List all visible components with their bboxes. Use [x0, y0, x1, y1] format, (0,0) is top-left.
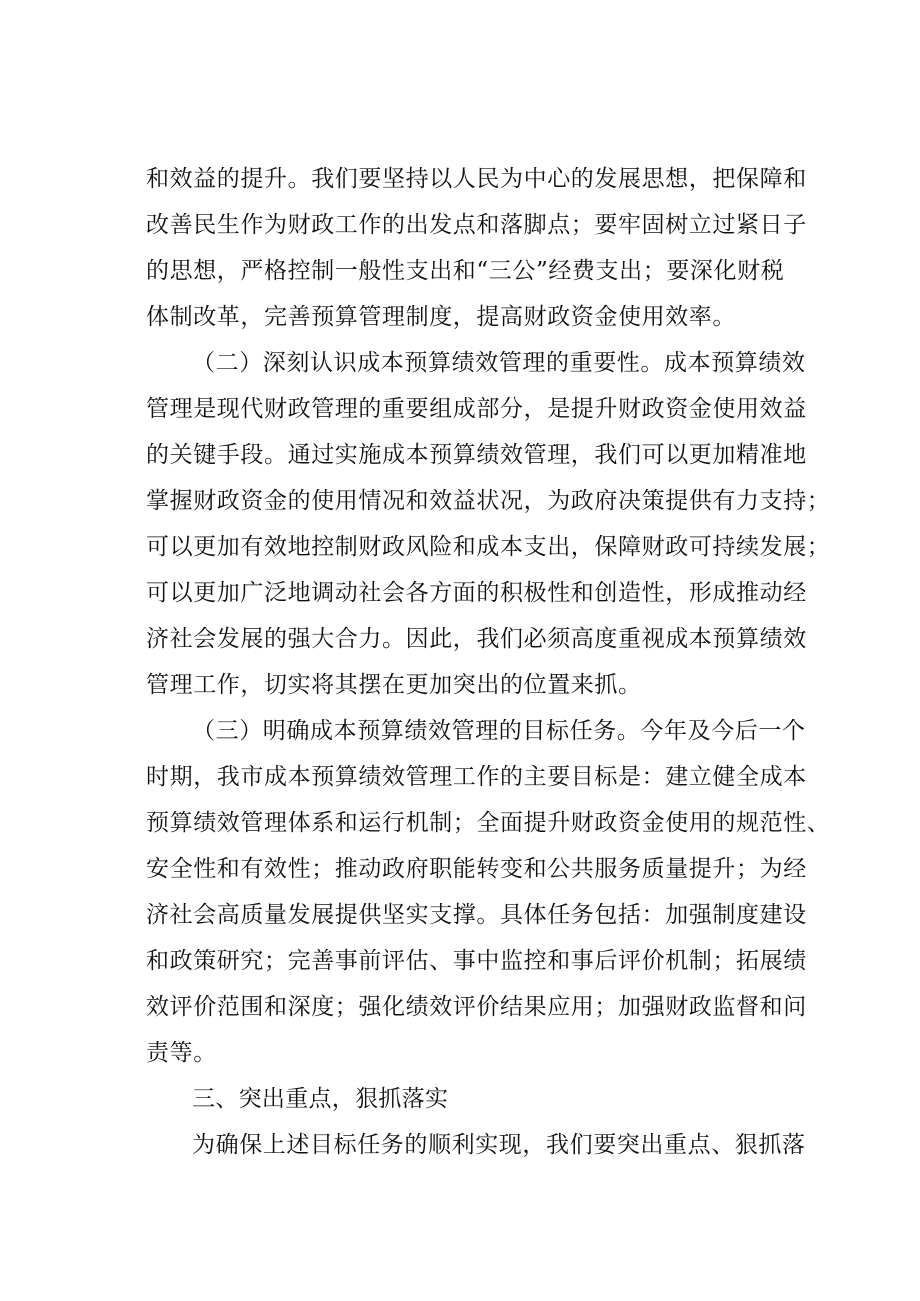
paragraph-1-line-4: 体制改革，完善预算管理制度，提高财政资金使用效率。 — [146, 304, 736, 330]
paragraph-2-line-1: （二）深刻认识成本预算绩效管理的重要性。成本预算绩效 — [192, 350, 806, 376]
paragraph-3-line-5: 济社会高质量发展提供坚实支撑。具体任务包括：加强制度建设 — [146, 902, 807, 928]
paragraph-1-line-1: 和效益的提升。我们要坚持以人民为中心的发展思想，把保障和 — [146, 166, 807, 192]
paragraph-1-line-2: 改善民生作为财政工作的出发点和落脚点；要牢固树立过紧日子 — [146, 212, 807, 238]
paragraph-2-line-2: 管理是现代财政管理的重要组成部分，是提升财政资金使用效益 — [146, 396, 807, 422]
paragraph-3-line-6: 和政策研究；完善事前评估、事中监控和事后评价机制；拓展绩 — [146, 948, 807, 974]
paragraph-2-line-3: 的关键手段。通过实施成本预算绩效管理，我们可以更加精准地 — [146, 442, 807, 468]
paragraph-2-line-7: 济社会发展的强大合力。因此，我们必须高度重视成本预算绩效 — [146, 626, 807, 652]
paragraph-3-line-7: 效评价范围和深度；强化绩效评价结果应用；加强财政监督和问 — [146, 994, 807, 1020]
section-heading: 三、突出重点，狠抓落实 — [192, 1086, 449, 1112]
paragraph-3-line-3: 预算绩效管理体系和运行机制；全面提升财政资金使用的规范性、 — [146, 810, 831, 836]
paragraph-3-line-4: 安全性和有效性；推动政府职能转变和公共服务质量提升；为经 — [146, 856, 807, 882]
paragraph-3-line-1: （三）明确成本预算绩效管理的目标任务。今年及今后一个 — [192, 718, 806, 744]
paragraph-1-line-3: 的思想，严格控制一般性支出和“三公”经费支出；要深化财税 — [146, 258, 785, 284]
paragraph-2-line-5: 可以更加有效地控制财政风险和成本支出，保障财政可持续发展； — [146, 534, 831, 560]
paragraph-4-line-1: 为确保上述目标任务的顺利实现，我们要突出重点、狠抓落 — [192, 1132, 806, 1158]
paragraph-3-line-8: 责等。 — [146, 1040, 217, 1066]
paragraph-3-line-2: 时期，我市成本预算绩效管理工作的主要目标是：建立健全成本 — [146, 764, 807, 790]
paragraph-2-line-6: 可以更加广泛地调动社会各方面的积极性和创造性，形成推动经 — [146, 580, 807, 606]
paragraph-2-line-4: 掌握财政资金的使用情况和效益状况，为政府决策提供有力支持； — [146, 488, 831, 514]
paragraph-2-line-8: 管理工作，切实将其摆在更加突出的位置来抓。 — [146, 672, 642, 698]
